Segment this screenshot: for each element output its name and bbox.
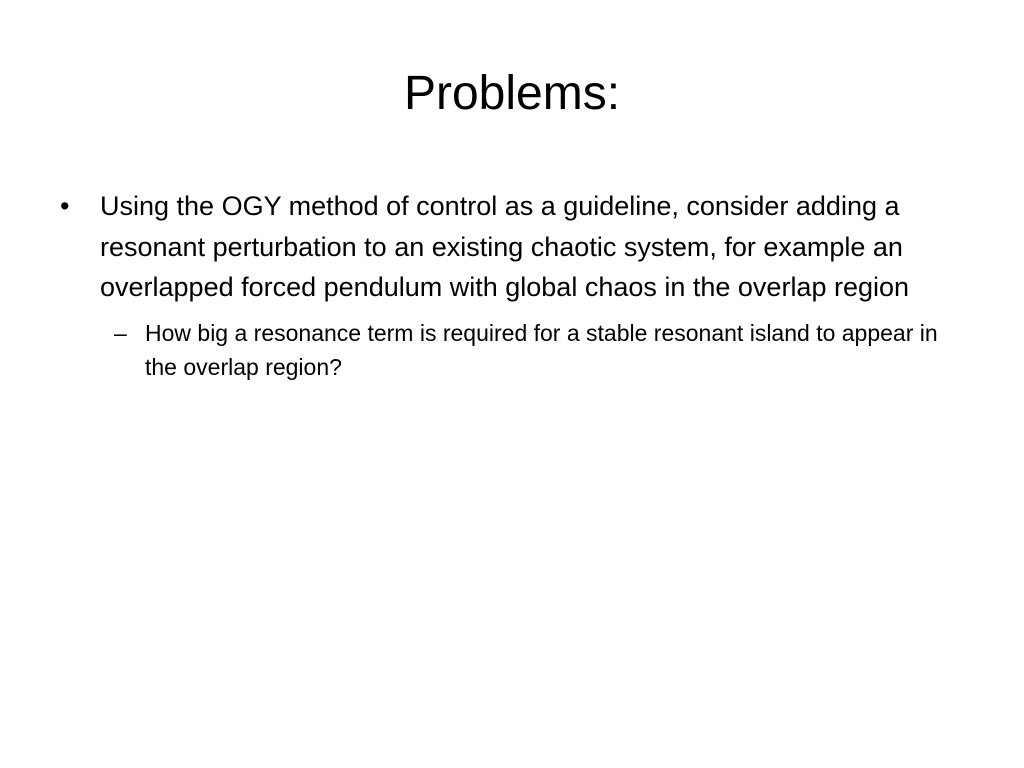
bullet-marker: • xyxy=(60,191,70,221)
bullet-item xyxy=(60,186,960,384)
sub-bullet-marker: – xyxy=(114,319,127,346)
sub-bullet-item xyxy=(100,316,960,384)
bullet-text: Using the OGY method of control as a guideline, consider adding a resonant perturbation to an existing chaotic system, for example an overlapped forced pendulum with global chaos in the overlap region xyxy=(100,191,910,302)
slide-title: Problems: xyxy=(403,67,621,120)
bullet-list xyxy=(60,186,960,384)
sub-bullet-list xyxy=(100,316,960,384)
sub-bullet-text: How big a resonance term is required for a stable resonant island to appear in the overlap region? xyxy=(145,319,938,380)
